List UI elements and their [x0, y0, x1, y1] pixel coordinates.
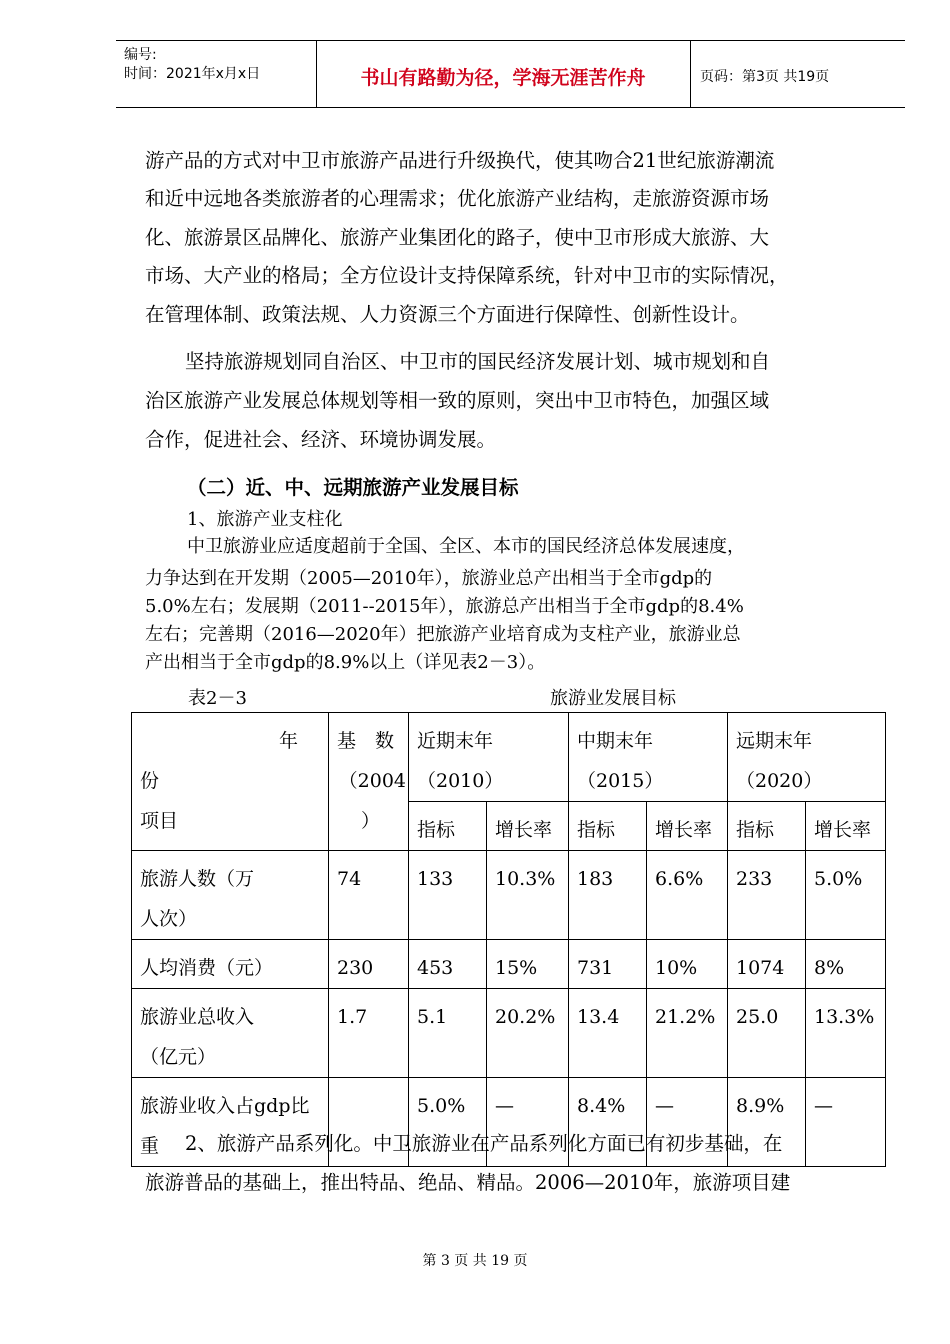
row-base: 74 [329, 851, 409, 940]
row-cell: 21.2% [647, 989, 728, 1078]
row-cell: 453 [409, 940, 487, 989]
period-header-cell [409, 713, 569, 802]
motto: 书山有路勤为径，学海无涯苦作舟 [360, 67, 646, 89]
text-line: 和近中远地各类旅游者的心理需求；优化旅游产业结构，走旅游资源市场 [145, 187, 770, 210]
row-cell: — [487, 1078, 569, 1167]
section-heading: （二）近、中、远期旅游产业发展目标 [187, 476, 519, 499]
header-meta-cell [116, 41, 317, 107]
time-label: 时间：2021年x月x日 [124, 66, 261, 82]
base-header-line: 基 数 [337, 730, 395, 752]
row-cell: 20.2% [487, 989, 569, 1078]
base-header-cell [329, 713, 409, 851]
sub-header-indicator: 指标 [409, 802, 487, 851]
table-row [132, 851, 886, 940]
sub-header-indicator: 指标 [569, 802, 647, 851]
row-cell: 15% [487, 940, 569, 989]
sub-heading: 1、旅游产业支柱化 [187, 509, 343, 530]
text-line: 游产品的方式对中卫市旅游产品进行升级换代，使其吻合21世纪旅游潮流 [145, 149, 775, 172]
period-header-cell [569, 713, 728, 802]
row-item: 旅游业收入占gdp比重 [132, 1078, 329, 1167]
row-cell: 10% [647, 940, 728, 989]
table-caption-title: 旅游业发展目标 [550, 688, 676, 709]
period-header-cell [728, 713, 886, 802]
row-item: 旅游人数（万人次） [132, 851, 329, 940]
corner-header-cell [132, 713, 329, 851]
text-line: 2、旅游产品系列化。中卫旅游业在产品系列化方面已有初步基础，在 [185, 1132, 783, 1155]
row-cell: 5.1 [409, 989, 487, 1078]
period-name: 中期末年 [577, 730, 654, 752]
header-motto-cell [316, 41, 691, 107]
header-page-cell [690, 41, 905, 107]
number-label: 编号: [124, 47, 157, 63]
text-line: 合作，促进社会、经济、环境协调发展。 [145, 428, 497, 451]
base-header-line: ） [361, 810, 381, 832]
development-target-table [131, 712, 886, 1167]
corner-year: 年 [278, 730, 298, 752]
row-cell: 8.9% [728, 1078, 806, 1167]
page-footer: 第 3 页 共 19 页 [422, 1253, 528, 1269]
row-cell: 183 [569, 851, 647, 940]
text-line: 中卫旅游业应适度超前于全国、全区、本市的国民经济总体发展速度， [187, 536, 745, 557]
row-cell: 233 [728, 851, 806, 940]
period-year: （2015） [577, 770, 664, 792]
sub-header-indicator: 指标 [728, 802, 806, 851]
row-item: 人均消费（元） [132, 940, 329, 989]
text-line: 坚持旅游规划同自治区、中卫市的国民经济发展计划、城市规划和自 [185, 350, 771, 373]
table-row [132, 989, 886, 1078]
period-year: （2010） [417, 770, 504, 792]
text-line: 力争达到在开发期（2005—2010年），旅游业总产出相当于全市gdp的 [145, 568, 713, 589]
page-label: 页码：第3页 共19页 [700, 69, 830, 85]
text-line: 左右；完善期（2016—2020年）把旅游产业培育成为支柱产业，旅游业总 [145, 624, 741, 645]
row-cell: 5.0% [806, 851, 886, 940]
table-caption-label: 表2－3 [188, 688, 247, 709]
text-line: 产出相当于全市gdp的8.9%以上（详见表2－3）。 [145, 652, 546, 673]
sub-header-growth: 增长率 [487, 802, 569, 851]
row-base: 230 [329, 940, 409, 989]
row-cell: 13.4 [569, 989, 647, 1078]
text-line: 在管理体制、政策法规、人力资源三个方面进行保障性、创新性设计。 [145, 303, 750, 326]
page-header [116, 40, 905, 108]
row-cell: — [647, 1078, 728, 1167]
row-cell: 10.3% [487, 851, 569, 940]
row-cell: 6.6% [647, 851, 728, 940]
row-cell: 13.3% [806, 989, 886, 1078]
row-base: 1.7 [329, 989, 409, 1078]
sub-header-growth: 增长率 [806, 802, 886, 851]
corner-item: 项目 [140, 810, 179, 832]
row-cell: 8% [806, 940, 886, 989]
text-line: 化、旅游景区品牌化、旅游产业集团化的路子，使中卫市形成大旅游、大 [145, 226, 770, 249]
row-cell: 8.4% [569, 1078, 647, 1167]
period-year: （2020） [736, 770, 823, 792]
row-cell: — [806, 1078, 886, 1167]
period-name: 远期末年 [736, 730, 813, 752]
text-line: 治区旅游产业发展总体规划等相一致的原则，突出中卫市特色，加强区域 [145, 389, 770, 412]
row-item: 旅游业总收入（亿元） [132, 989, 329, 1078]
row-cell: 133 [409, 851, 487, 940]
row-cell: 25.0 [728, 989, 806, 1078]
text-line: 市场、大产业的格局；全方位设计支持保障系统，针对中卫市的实际情况， [145, 264, 789, 287]
text-line: 5.0%左右；发展期（2011--2015年），旅游总产出相当于全市gdp的8.4% [145, 596, 744, 617]
period-name: 近期末年 [417, 730, 494, 752]
corner-period: 份 [140, 770, 160, 792]
base-header-line: （2004 [338, 770, 406, 792]
row-cell: 1074 [728, 940, 806, 989]
row-cell: 5.0% [409, 1078, 487, 1167]
text-line: 旅游普品的基础上，推出特品、绝品、精品。2006—2010年，旅游项目建 [145, 1171, 791, 1194]
row-cell: 731 [569, 940, 647, 989]
sub-header-growth: 增长率 [647, 802, 728, 851]
table-row [132, 940, 886, 989]
